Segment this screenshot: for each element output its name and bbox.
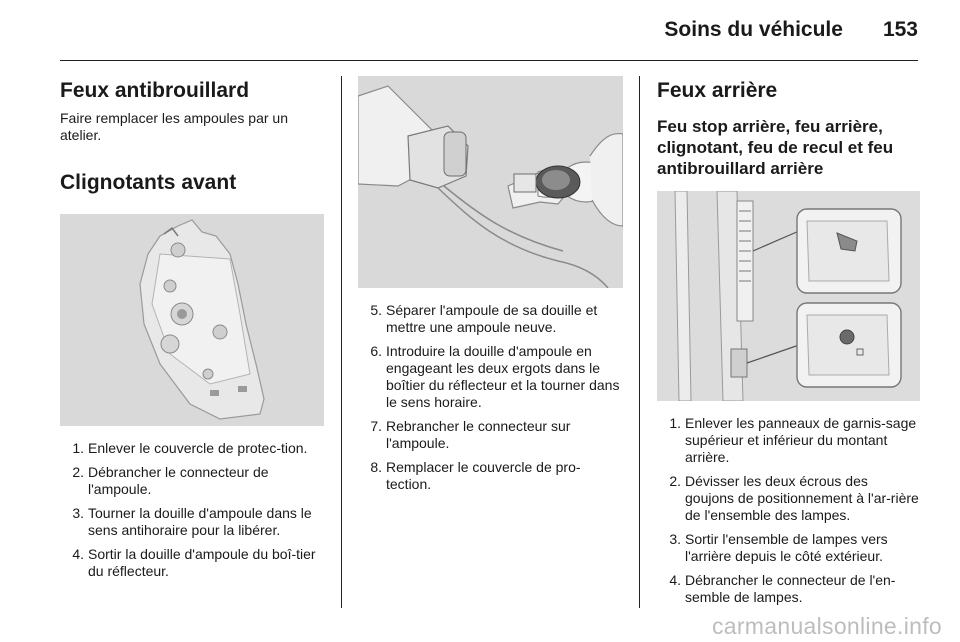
bulb-socket-illustration <box>358 76 623 288</box>
fog-lights-heading: Feux antibrouillard <box>60 79 250 102</box>
rear-lamp-illustration <box>657 191 920 401</box>
page-header <box>60 18 918 46</box>
list-item: 4. Sortir la douille d'ampoule du boî-tier du réflecteur. <box>72 546 316 579</box>
rear-lights-steps <box>657 415 920 606</box>
column-divider-1 <box>341 76 342 608</box>
column-divider-2 <box>639 76 640 608</box>
list-item: 5. Séparer l'ampoule de sa douille et mettre une ampoule neuve. <box>370 302 598 335</box>
list-item: 2. Débrancher le connecteur de l'ampoule. <box>72 464 269 497</box>
rear-lights-figure <box>657 191 920 401</box>
header-title: Soins du véhicule <box>664 18 843 41</box>
headlamp-illustration <box>60 214 324 426</box>
column-3 <box>657 76 920 613</box>
list-item: 4. Débrancher le connecteur de l'en-semble de lampes. <box>669 572 896 605</box>
page-number: 153 <box>882 18 918 41</box>
bulb-replacement-steps <box>358 302 623 493</box>
column-1 <box>60 76 324 587</box>
header-rule <box>60 60 918 61</box>
list-item: 3. Sortir l'ensemble de lampes vers l'arrière depuis le côté extérieur. <box>669 531 888 564</box>
rear-lights-subheading: Feu stop arrière, feu arrière, clignotant, feu de recul et feu antibrouillard arrière <box>657 117 894 178</box>
list-item: 3. Tourner la douille d'ampoule dans le sens antihoraire pour la libérer. <box>72 505 312 538</box>
front-blinker-figure <box>60 214 324 426</box>
list-item: 6. Introduire la douille d'ampoule en engageant les deux ergots dans le boîtier du réflecteur et la tourner dans le sens horaire. <box>370 343 620 410</box>
rear-lights-heading: Feux arrière <box>657 79 778 102</box>
list-item: 1. Enlever le couvercle de protec-tion. <box>72 440 308 456</box>
front-blinker-steps <box>60 440 324 580</box>
fog-lights-text: Faire remplacer les ampoules par un atelier. <box>60 110 288 143</box>
list-item: 7. Rebrancher le connecteur sur l'ampoule. <box>370 418 571 451</box>
front-blinker-heading: Clignotants avant <box>60 171 237 194</box>
watermark: carmanualsonline.info <box>711 613 942 639</box>
column-2 <box>358 76 623 500</box>
list-item: 1. Enlever les panneaux de garnis-sage supérieur et inférieur du montant arrière. <box>669 415 917 465</box>
list-item: 8. Remplacer le couvercle de pro-tection. <box>370 459 581 492</box>
bulb-replacement-figure <box>358 76 623 288</box>
list-item: 2. Dévisser les deux écrous des goujons de positionnement à l'ar-rière de l'ensemble des lampes. <box>669 473 919 523</box>
